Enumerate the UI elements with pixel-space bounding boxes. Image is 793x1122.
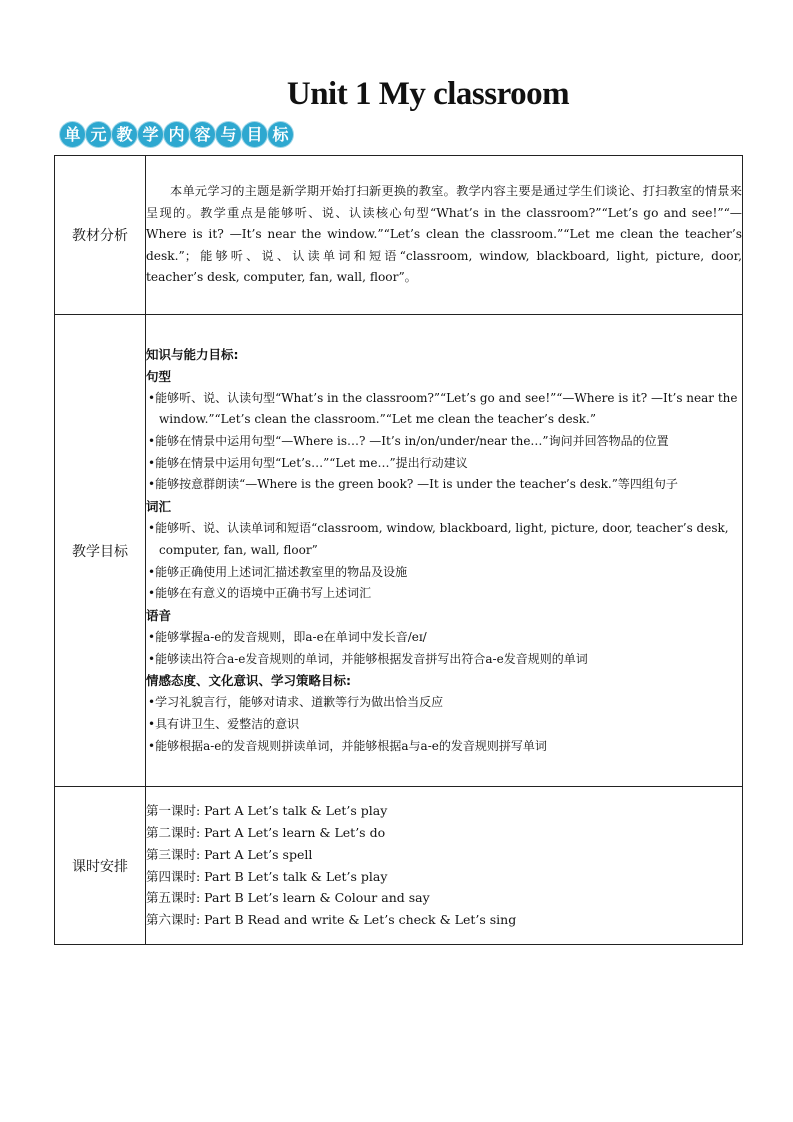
sentence-heading: 句型 <box>146 368 172 384</box>
list-item: •学习礼貌言行，能够对请求、道歉等行为做出恰当反应 <box>148 695 444 710</box>
document-title: Unit 1 My classroom <box>286 76 570 112</box>
schedule-item: 第六课时: Part B Read and write & Let’s check & Let’s sing <box>146 912 517 928</box>
banner-char: 元 <box>86 122 111 147</box>
list-item: •能够读出符合a-e发音规则的单词，并能够根据发音拼写出符合a-e发音规则的单词 <box>148 651 588 666</box>
list-item: •能够正确使用上述词汇描述教室里的物品及设施 <box>148 564 408 579</box>
list-item: •能够听、说、认读句型“What’s in the classroom?”“Let’s go and see!”“—Where is it? —It’s near the window.”“Let’s clean the classroom.”“Let me clean the teacher’s desk.” <box>148 390 738 427</box>
analysis-text: 本单元学习的主题是新学期开始打扫新更换的教室。教学内容主要是通过学生们谈论、打扫教室的情景来呈现的。教学重点是能够听、说、认读核心句型“What’s in the classroom?”“Let’s go and see!”“—Where is it? —It’s near the window.”“Let’s clean the classroom.”“Let me clean the teacher’s desk.”；能够听、说、认读单词和短语“classroom, window, blackboard, light, picture, door, teacher’s desk, computer, fan, wall, floor”。 <box>146 184 742 285</box>
vocab-heading: 词汇 <box>146 499 172 515</box>
list-item: •能够根据a-e的发音规则拼读单词，并能够根据a与a-e的发音规则拼写单词 <box>148 738 547 753</box>
schedule-item: 第五课时: Part B Let’s learn & Colour and say <box>146 890 430 906</box>
goals-row <box>55 315 743 787</box>
affect-heading: 情感态度、文化意识、学习策略目标: <box>146 673 351 689</box>
list-item: •具有讲卫生、爱整洁的意识 <box>148 717 300 732</box>
analysis-row <box>55 156 743 315</box>
banner-char: 标 <box>268 122 293 147</box>
banner-char: 与 <box>216 122 241 147</box>
schedule-content <box>146 787 743 945</box>
schedule-item: 第四课时: Part B Let’s talk & Let’s play <box>146 868 388 884</box>
schedule-label: 课时安排 <box>55 787 146 945</box>
unit-plan-table <box>54 155 743 945</box>
list-item: •能够按意群朗读“—Where is the green book? —It is under the teacher’s desk.”等四组句子 <box>148 477 678 492</box>
analysis-content <box>146 156 743 315</box>
schedule-item: 第三课时: Part A Let’s spell <box>146 846 313 862</box>
schedule-item: 第一课时: Part A Let’s talk & Let’s play <box>146 803 388 819</box>
list-item: •能够在有意义的语境中正确书写上述词汇 <box>148 586 372 601</box>
list-item: •能够在情景中运用句型“—Where is…? —It’s in/on/under/near the…”询问并回答物品的位置 <box>148 433 669 448</box>
schedule-row <box>55 787 743 945</box>
banner-char: 内 <box>164 122 189 147</box>
list-item: •能够在情景中运用句型“Let’s…”“Let me…”提出行动建议 <box>148 455 468 470</box>
goals-content <box>146 315 743 787</box>
section-banner <box>60 122 293 152</box>
goals-label: 教学目标 <box>55 315 146 787</box>
banner-char: 目 <box>242 122 267 147</box>
list-item: •能够掌握a-e的发音规则，即a-e在单词中发长音/eɪ/ <box>148 629 427 644</box>
phonics-heading: 语音 <box>146 607 172 623</box>
banner-char: 单 <box>60 122 85 147</box>
banner-char: 学 <box>138 122 163 147</box>
schedule-item: 第二课时: Part A Let’s learn & Let’s do <box>146 824 386 840</box>
banner-char: 容 <box>190 122 215 147</box>
analysis-label: 教材分析 <box>55 156 146 315</box>
banner-char: 教 <box>112 122 137 147</box>
list-item: •能够听、说、认读单词和短语“classroom, window, blackboard, light, picture, door, teacher’s desk, computer, fan, wall, floor” <box>148 521 729 557</box>
knowledge-heading: 知识与能力目标: <box>146 346 239 362</box>
